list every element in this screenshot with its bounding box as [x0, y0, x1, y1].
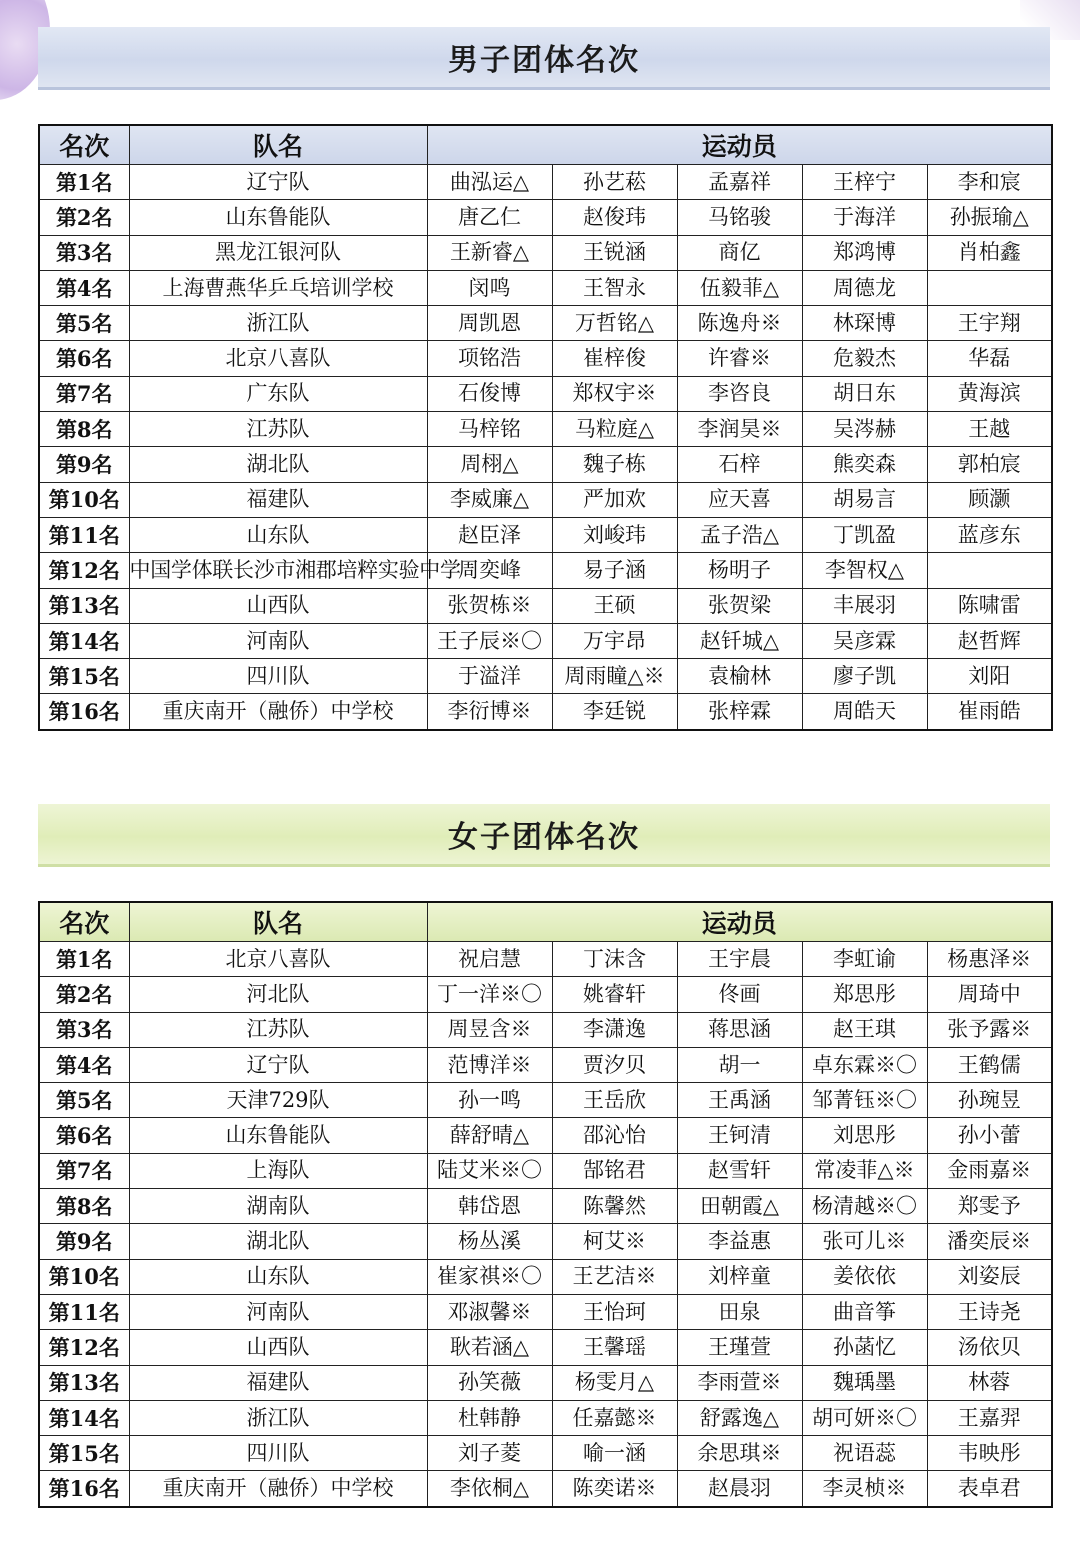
athlete-cell: 潘奕辰※ — [927, 1224, 1052, 1259]
athlete-cell: 吴涔赫 — [802, 412, 927, 447]
rank-cell: 第13名 — [39, 588, 129, 623]
athlete-cell: 万宇昂 — [552, 623, 677, 658]
athlete-cell: 汤依贝 — [927, 1330, 1052, 1365]
athlete-cell: 郑雯予 — [927, 1189, 1052, 1224]
athlete-cell: 许睿※ — [677, 341, 802, 376]
athlete-cell: 赵王琪 — [802, 1012, 927, 1047]
athlete-cell: 李威廉△ — [427, 482, 552, 517]
athlete-cell: 杨明子 — [677, 553, 802, 588]
athlete-cell: 祝语蕊 — [802, 1436, 927, 1471]
athlete-cell: 周皓天 — [802, 694, 927, 730]
athlete-cell: 周凯恩 — [427, 306, 552, 341]
athlete-cell: 贾汐贝 — [552, 1047, 677, 1082]
athlete-cell: 李和宸 — [927, 165, 1052, 200]
rank-cell: 第6名 — [39, 341, 129, 376]
athlete-cell: 黄海滨 — [927, 376, 1052, 411]
athlete-cell: 曲泓运△ — [427, 165, 552, 200]
table-row — [39, 1118, 1052, 1153]
athlete-cell: 王禹涵 — [677, 1083, 802, 1118]
athlete-cell: 李润昊※ — [677, 412, 802, 447]
table-row — [39, 977, 1052, 1012]
athlete-cell: 杨丛溪 — [427, 1224, 552, 1259]
team-cell: 北京八喜队 — [129, 942, 427, 977]
athlete-cell: 胡一 — [677, 1047, 802, 1082]
rank-cell: 第13名 — [39, 1365, 129, 1400]
athlete-cell: 王新睿△ — [427, 235, 552, 270]
athlete-cell: 于溢洋 — [427, 659, 552, 694]
athlete-cell: 王岳欣 — [552, 1083, 677, 1118]
athlete-cell: 丁沫含 — [552, 942, 677, 977]
athlete-cell: 刘峻玮 — [552, 517, 677, 552]
athlete-cell: 郜铭君 — [552, 1153, 677, 1188]
team-cell: 河南队 — [129, 1294, 427, 1329]
athlete-cell: 易子涵 — [552, 553, 677, 588]
table-row — [39, 1365, 1052, 1400]
athlete-cell: 卓东霖※〇 — [802, 1047, 927, 1082]
team-cell: 天津729队 — [129, 1083, 427, 1118]
athlete-cell: 陈逸舟※ — [677, 306, 802, 341]
athlete-cell: 陈馨然 — [552, 1189, 677, 1224]
team-cell: 北京八喜队 — [129, 341, 427, 376]
women-section-title: 女子团体名次 — [38, 804, 1050, 867]
team-cell: 上海曹燕华乒乓培训学校 — [129, 270, 427, 305]
athlete-cell: 邹菁钰※〇 — [802, 1083, 927, 1118]
team-cell: 山东鲁能队 — [129, 200, 427, 235]
athlete-cell: 杨清越※〇 — [802, 1189, 927, 1224]
rank-header: 名次 — [39, 125, 129, 165]
athlete-cell: 赵钎城△ — [677, 623, 802, 658]
rank-cell: 第3名 — [39, 1012, 129, 1047]
athlete-cell: 郑思彤 — [802, 977, 927, 1012]
team-cell: 浙江队 — [129, 1400, 427, 1435]
rank-cell: 第3名 — [39, 235, 129, 270]
athlete-cell: 魏子栋 — [552, 447, 677, 482]
athlete-cell: 刘姿辰 — [927, 1259, 1052, 1294]
athlete-cell: 王宇翔 — [927, 306, 1052, 341]
rank-cell: 第16名 — [39, 694, 129, 730]
athlete-cell: 李灵桢※ — [802, 1471, 927, 1507]
athlete-cell: 周昱含※ — [427, 1012, 552, 1047]
athletes-header: 运动员 — [427, 902, 1052, 942]
athlete-cell: 崔家祺※〇 — [427, 1259, 552, 1294]
table-row — [39, 1189, 1052, 1224]
athlete-cell: 姚睿轩 — [552, 977, 677, 1012]
athlete-cell: 王诗尧 — [927, 1294, 1052, 1329]
team-header: 队名 — [129, 902, 427, 942]
athletes-header: 运动员 — [427, 125, 1052, 165]
team-cell: 山西队 — [129, 1330, 427, 1365]
team-cell: 上海队 — [129, 1153, 427, 1188]
athlete-cell: 孙笑薇 — [427, 1365, 552, 1400]
athlete-cell: 韩岱恩 — [427, 1189, 552, 1224]
rank-cell: 第2名 — [39, 200, 129, 235]
athlete-cell: 孙振瑜△ — [927, 200, 1052, 235]
athlete-cell: 田泉 — [677, 1294, 802, 1329]
athlete-cell: 杨惠泽※ — [927, 942, 1052, 977]
athlete-cell: 佟画 — [677, 977, 802, 1012]
athlete-cell: 赵臣泽 — [427, 517, 552, 552]
table-row — [39, 1294, 1052, 1329]
table-row — [39, 482, 1052, 517]
team-cell: 湖南队 — [129, 1189, 427, 1224]
table-row — [39, 412, 1052, 447]
athlete-cell: 陆艾米※〇 — [427, 1153, 552, 1188]
athlete-cell: 周德龙 — [802, 270, 927, 305]
athlete-cell: 刘思彤 — [802, 1118, 927, 1153]
table-row — [39, 942, 1052, 977]
athlete-cell: 柯艾※ — [552, 1224, 677, 1259]
athlete-cell: 严加欢 — [552, 482, 677, 517]
athlete-cell: 刘梓童 — [677, 1259, 802, 1294]
athlete-cell: 周琦中 — [927, 977, 1052, 1012]
team-cell: 山西队 — [129, 588, 427, 623]
team-cell: 四川队 — [129, 659, 427, 694]
table-row — [39, 588, 1052, 623]
athlete-cell: 姜依依 — [802, 1259, 927, 1294]
athlete-cell: 王怡珂 — [552, 1294, 677, 1329]
athlete-cell: 王宇晨 — [677, 942, 802, 977]
table-row — [39, 517, 1052, 552]
table-row — [39, 1153, 1052, 1188]
athlete-cell: 丁凯盈 — [802, 517, 927, 552]
table-row — [39, 1436, 1052, 1471]
athlete-cell — [927, 553, 1052, 588]
athlete-cell: 王馨瑶 — [552, 1330, 677, 1365]
rank-cell: 第11名 — [39, 517, 129, 552]
athlete-cell: 蒋思涵 — [677, 1012, 802, 1047]
athlete-cell: 耿若涵△ — [427, 1330, 552, 1365]
rank-cell: 第10名 — [39, 1259, 129, 1294]
table-row — [39, 1224, 1052, 1259]
athlete-cell: 项铭浩 — [427, 341, 552, 376]
athlete-cell: 刘子菱 — [427, 1436, 552, 1471]
athlete-cell: 蓝彦东 — [927, 517, 1052, 552]
rank-cell: 第12名 — [39, 1330, 129, 1365]
team-cell: 辽宁队 — [129, 165, 427, 200]
athlete-cell: 任嘉懿※ — [552, 1400, 677, 1435]
athlete-cell: 金雨嘉※ — [927, 1153, 1052, 1188]
athlete-cell: 闵鸣 — [427, 270, 552, 305]
team-cell: 山东队 — [129, 1259, 427, 1294]
athlete-cell: 伍毅菲△ — [677, 270, 802, 305]
athlete-cell: 王越 — [927, 412, 1052, 447]
team-header: 队名 — [129, 125, 427, 165]
rank-cell: 第15名 — [39, 1436, 129, 1471]
men-ranking-table — [38, 124, 1053, 731]
athlete-cell: 周栩△ — [427, 447, 552, 482]
table-row — [39, 165, 1052, 200]
rank-header: 名次 — [39, 902, 129, 942]
athlete-cell: 应天喜 — [677, 482, 802, 517]
athlete-cell: 孟嘉祥 — [677, 165, 802, 200]
athlete-cell: 薛舒晴△ — [427, 1118, 552, 1153]
athlete-cell: 马粒庭△ — [552, 412, 677, 447]
team-cell: 河南队 — [129, 623, 427, 658]
athlete-cell: 石俊博 — [427, 376, 552, 411]
team-cell: 浙江队 — [129, 306, 427, 341]
athlete-cell: 王硕 — [552, 588, 677, 623]
table-row — [39, 1471, 1052, 1507]
rank-cell: 第4名 — [39, 270, 129, 305]
men-section-title: 男子团体名次 — [38, 27, 1050, 90]
rank-cell: 第16名 — [39, 1471, 129, 1507]
table-row — [39, 270, 1052, 305]
athlete-cell: 王智永 — [552, 270, 677, 305]
athlete-cell: 李雨萱※ — [677, 1365, 802, 1400]
athlete-cell: 舒露逸△ — [677, 1400, 802, 1435]
team-cell: 江苏队 — [129, 1012, 427, 1047]
athlete-cell: 祝启慧 — [427, 942, 552, 977]
athlete-cell: 郑权宇※ — [552, 376, 677, 411]
rank-cell: 第12名 — [39, 553, 129, 588]
team-cell: 福建队 — [129, 1365, 427, 1400]
table-row — [39, 1330, 1052, 1365]
athlete-cell: 丰展羽 — [802, 588, 927, 623]
athlete-cell: 王梓宁 — [802, 165, 927, 200]
athlete-cell: 杨雯月△ — [552, 1365, 677, 1400]
athlete-cell: 王艺洁※ — [552, 1259, 677, 1294]
athlete-cell: 赵晨羽 — [677, 1471, 802, 1507]
team-cell: 福建队 — [129, 482, 427, 517]
athlete-cell: 马梓铭 — [427, 412, 552, 447]
athlete-cell: 李虹谕 — [802, 942, 927, 977]
table-header-row — [39, 125, 1052, 165]
athlete-cell: 田朝霞△ — [677, 1189, 802, 1224]
athlete-cell: 赵俊玮 — [552, 200, 677, 235]
athlete-cell: 魏瑀墨 — [802, 1365, 927, 1400]
athlete-cell: 崔梓俊 — [552, 341, 677, 376]
athlete-cell: 林琛博 — [802, 306, 927, 341]
rank-cell: 第2名 — [39, 977, 129, 1012]
team-cell: 江苏队 — [129, 412, 427, 447]
team-cell: 广东队 — [129, 376, 427, 411]
team-cell: 河北队 — [129, 977, 427, 1012]
athlete-cell: 王锐涵 — [552, 235, 677, 270]
athlete-cell: 郑鸿博 — [802, 235, 927, 270]
athlete-cell: 胡易言 — [802, 482, 927, 517]
athlete-cell: 赵哲辉 — [927, 623, 1052, 658]
athlete-cell: 丁一洋※〇 — [427, 977, 552, 1012]
athlete-cell: 张予露※ — [927, 1012, 1052, 1047]
athlete-cell: 郭柏宸 — [927, 447, 1052, 482]
athlete-cell: 商亿 — [677, 235, 802, 270]
table-row — [39, 235, 1052, 270]
athlete-cell: 张可儿※ — [802, 1224, 927, 1259]
athlete-cell: 喻一涵 — [552, 1436, 677, 1471]
team-cell: 重庆南开（融侨）中学校 — [129, 1471, 427, 1507]
team-cell: 辽宁队 — [129, 1047, 427, 1082]
athlete-cell: 肖柏鑫 — [927, 235, 1052, 270]
rank-cell: 第10名 — [39, 482, 129, 517]
athlete-cell: 崔雨皓 — [927, 694, 1052, 730]
athlete-cell — [927, 270, 1052, 305]
team-cell: 湖北队 — [129, 447, 427, 482]
athlete-cell: 孙菡忆 — [802, 1330, 927, 1365]
rank-cell: 第11名 — [39, 1294, 129, 1329]
team-cell: 山东鲁能队 — [129, 1118, 427, 1153]
athlete-cell: 廖子凯 — [802, 659, 927, 694]
athlete-cell: 邓淑馨※ — [427, 1294, 552, 1329]
athlete-cell: 孙艺菘 — [552, 165, 677, 200]
rank-cell: 第5名 — [39, 1083, 129, 1118]
table-row — [39, 553, 1052, 588]
table-row — [39, 376, 1052, 411]
athlete-cell: 张梓霖 — [677, 694, 802, 730]
athlete-cell: 孙小蕾 — [927, 1118, 1052, 1153]
athlete-cell: 孙一鸣 — [427, 1083, 552, 1118]
athlete-cell: 张贺栋※ — [427, 588, 552, 623]
athlete-cell: 顾灏 — [927, 482, 1052, 517]
athlete-cell: 李智权△ — [802, 553, 927, 588]
athlete-cell: 赵雪轩 — [677, 1153, 802, 1188]
rank-cell: 第9名 — [39, 447, 129, 482]
athlete-cell: 王子辰※〇 — [427, 623, 552, 658]
table-header-row — [39, 902, 1052, 942]
table-row — [39, 1012, 1052, 1047]
athlete-cell: 余思琪※ — [677, 1436, 802, 1471]
rank-cell: 第14名 — [39, 1400, 129, 1435]
rank-cell: 第15名 — [39, 659, 129, 694]
rank-cell: 第6名 — [39, 1118, 129, 1153]
athlete-cell: 王嘉羿 — [927, 1400, 1052, 1435]
athlete-cell: 于海洋 — [802, 200, 927, 235]
athlete-cell: 刘阳 — [927, 659, 1052, 694]
athlete-cell: 杜韩静 — [427, 1400, 552, 1435]
rank-cell: 第7名 — [39, 1153, 129, 1188]
athlete-cell: 韦映彤 — [927, 1436, 1052, 1471]
athlete-cell: 曲音筝 — [802, 1294, 927, 1329]
rank-cell: 第1名 — [39, 165, 129, 200]
rank-cell: 第8名 — [39, 412, 129, 447]
athlete-cell: 石梓 — [677, 447, 802, 482]
rank-cell: 第1名 — [39, 942, 129, 977]
team-cell: 重庆南开（融侨）中学校 — [129, 694, 427, 730]
athlete-cell: 李潇逸 — [552, 1012, 677, 1047]
athlete-cell: 王瑾萱 — [677, 1330, 802, 1365]
athlete-cell: 胡可妍※〇 — [802, 1400, 927, 1435]
athlete-cell: 王钶清 — [677, 1118, 802, 1153]
athlete-cell: 常凌菲△※ — [802, 1153, 927, 1188]
athlete-cell: 危毅杰 — [802, 341, 927, 376]
athlete-cell: 范博洋※ — [427, 1047, 552, 1082]
athlete-cell: 李衍博※ — [427, 694, 552, 730]
rank-cell: 第9名 — [39, 1224, 129, 1259]
athlete-cell: 陈啸雷 — [927, 588, 1052, 623]
rank-cell: 第7名 — [39, 376, 129, 411]
athlete-cell: 张贺梁 — [677, 588, 802, 623]
table-row — [39, 341, 1052, 376]
team-cell: 山东队 — [129, 517, 427, 552]
athlete-cell: 吴彦霖 — [802, 623, 927, 658]
table-row — [39, 694, 1052, 730]
athlete-cell: 李咨良 — [677, 376, 802, 411]
table-row — [39, 1083, 1052, 1118]
athlete-cell: 周雨瞳△※ — [552, 659, 677, 694]
athlete-cell: 万哲铭△ — [552, 306, 677, 341]
table-row — [39, 659, 1052, 694]
athlete-cell: 孟子浩△ — [677, 517, 802, 552]
athlete-cell: 唐乙仁 — [427, 200, 552, 235]
women-ranking-table — [38, 901, 1053, 1508]
athlete-cell: 王鹤儒 — [927, 1047, 1052, 1082]
table-row — [39, 200, 1052, 235]
athlete-cell: 华磊 — [927, 341, 1052, 376]
athlete-cell: 表卓君 — [927, 1471, 1052, 1507]
rank-cell: 第5名 — [39, 306, 129, 341]
athlete-cell: 孙琬昱 — [927, 1083, 1052, 1118]
team-cell: 四川队 — [129, 1436, 427, 1471]
table-row — [39, 1047, 1052, 1082]
athlete-cell: 胡日东 — [802, 376, 927, 411]
rank-cell: 第14名 — [39, 623, 129, 658]
table-row — [39, 1400, 1052, 1435]
team-cell: 湖北队 — [129, 1224, 427, 1259]
team-cell: 中国学体联长沙市湘郡培粹实验中学 — [129, 553, 427, 588]
table-row — [39, 306, 1052, 341]
rank-cell: 第4名 — [39, 1047, 129, 1082]
athlete-cell: 李依桐△ — [427, 1471, 552, 1507]
athlete-cell: 邵沁怡 — [552, 1118, 677, 1153]
athlete-cell: 林蓉 — [927, 1365, 1052, 1400]
athlete-cell: 马铭骏 — [677, 200, 802, 235]
rank-cell: 第8名 — [39, 1189, 129, 1224]
table-row — [39, 623, 1052, 658]
table-row — [39, 447, 1052, 482]
table-row — [39, 1259, 1052, 1294]
athlete-cell: 熊奕森 — [802, 447, 927, 482]
athlete-cell: 李廷锐 — [552, 694, 677, 730]
athlete-cell: 周奕峰 — [427, 553, 552, 588]
team-cell: 黑龙江银河队 — [129, 235, 427, 270]
athlete-cell: 袁榆林 — [677, 659, 802, 694]
athlete-cell: 李益惠 — [677, 1224, 802, 1259]
athlete-cell: 陈奕诺※ — [552, 1471, 677, 1507]
